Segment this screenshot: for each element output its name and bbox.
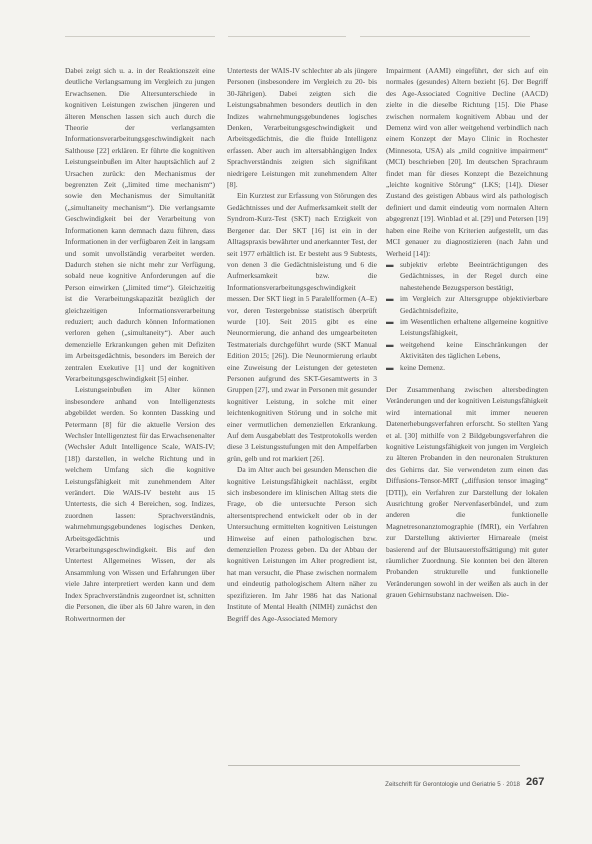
dash-bullet-icon: ▬ bbox=[386, 316, 394, 326]
paragraph: Untertests der WAIS-IV schlechter ab als jüngere Personen (insbesondere im Vergleich zu 20- bis 30-Jährigen). Dabei zeigten sich die Leistungsabnahmen besonders deutlich in den Indizes wahrnehmungsgebundenes logisches Denken, Verarbeitungsgeschwindigkeit und Arbeitsgedächtnis, die die fluide Intelligenz erfassen. Aber auch im altersabhängigen Index Sprachverständnis zeigten sich signifikant niedrigere Leistungen mit zunehmendem Alter [8]. bbox=[227, 66, 377, 190]
text-column-right bbox=[386, 65, 548, 783]
dash-bullet-icon: ▬ bbox=[386, 339, 394, 349]
paragraph: Dabei zeigt sich u. a. in der Reaktionszeit eine deutliche Verlangsamung im Vergleich zu jungen Erwachsenen. Die Altersunterschiede in kognitiven Leistungen zwischen jüngeren und älteren Menschen lassen sich auch durch die Theorie der verlangsamten Informationsverarbeitungsgeschwindigkeit nach Salthouse [22] erklären. Er führte die kognitiven Leistungseinbußen im Alter hauptsächlich auf 2 Ursachen zurück: den Mechanismus der begrenzten Zeit („limited time mechanism“) sowie den Mechanismus der Simultanität („simultaneity mechanism“). Die verlangsamte Geschwindigkeit bei der Verarbeitung von Informationen kann demnach dazu führen, dass Informationen in der verfügbaren Zeit in langsam und somit unvollständig verarbeitet werden. Dadurch stehen sie nicht mehr zur Verfügung, sobald neue kognitive Anforderungen auf die Person einwirken („limited time“). Gleichzeitig ist die Verarbeitungskapazität bezüglich der gleichzeitigen Informationsverarbeitung reduziert; auch dadurch können Informationen verloren gehen („simultaneity“). Aber auch demenzielle Erkrankungen gehen mit Defiziten im Arbeitsgedächtnis, besonders im Bereich der zentralen Exekutive [1] und der kognitiven Verarbeitungsgeschwindigkeit [5] einher. bbox=[65, 66, 215, 383]
list-item: ▬ im Vergleich zur Altersgruppe objektivierbare Gedächtnisdefizite, bbox=[386, 294, 548, 315]
dash-bullet-icon: ▬ bbox=[386, 259, 394, 269]
list-item: ▬ im Wesentlichen erhaltene allgemeine kognitive Leistungsfähigkeit, bbox=[386, 316, 548, 338]
paragraph: Der Zusammenhang zwischen altersbedingten Veränderungen und der kognitiven Leistungsfähigkeit wird international mit immer neueren Datenerhebungsverfahren erforscht. So stellten Yang et al. [30] mithilfe von 2 Bildgebungsverfahren die kognitive Leistungsfähigkeit von jungen im Vergleich zu älteren Probanden in den neuronalen Strukturen des Gehirns dar. Sie verwendeten zum einen das Diffusions-Tensor-MRT („diffusion tensor imaging“ [DTI]), ein Verfahren zur Darstellung der lokalen Ausrichtung großer Nervenfaserbündel, und zum anderen die funktionelle Magnetresonanztomographie (fMRI), ein Verfahren zur Darstellung aktivierter Hirnareale (meist basierend auf der Blutsauerstoffsättigung) mit guter räumlicher Zuordnung. Sie konnten bei den älteren Probanden strukturelle und funktionelle Veränderungen sowohl in der weißen als auch in der grauen Gehirnsubstanz nachweisen. Die- bbox=[386, 384, 548, 600]
header-rule bbox=[228, 36, 346, 37]
header-rule bbox=[360, 36, 530, 37]
footer-rule bbox=[228, 765, 520, 766]
journal-citation: Zeitschrift für Gerontologie und Geriatrie 5 · 2018 bbox=[385, 781, 520, 788]
paragraph: Impairment (AAMI) eingeführt, der sich auf ein normales (gesundes) Altern bezieht [6]. Der Begriff des Age-Associated Cognitive Decline (AACD) zielte in die dieselbe Richtung [15]. Die Phase zwischen normalem kognitivem Abbau und der Demenz wird von aller weitgehend verbindlich nach einem Konzept der Mayo Clinic in Rochester (Minnesota, USA) als „mild cognitive impairment“ (MCI) beschrieben [20]. Im deutschen Sprachraum findet man für dieses Konzept die Bezeichnung „leichte kognitive Störung“ (LKS; [14]). Dieser Zustand des geistigen Abbaus wird als pathologisch definiert und damit eindeutig vom normalen Altern abgegrenzt [19]. Winblad et al. [29] und Petersen [19] haben eine Reihe von Kriterien aufgestellt, um das MCI genauer zu diagnostizieren (nach Jahn und Werheid [14]): bbox=[386, 66, 548, 258]
text-column-left bbox=[65, 65, 215, 779]
list-item: ▬ subjektiv erlebte Beeinträchtigungen des Gedächtnisses, in der Regel durch eine nahestehende Bezugsperson bestätigt, bbox=[386, 259, 548, 292]
paragraph: Da im Alter auch bei gesunden Menschen die kognitive Leistungsfähigkeit nachlässt, ergibt sich insbesondere im klinischen Alltag stets die Frage, ob die untersuchte Person sich altersentsprechend entwickelt oder ob in der Untersuchung ermittelten kognitiven Leistungen Hinweise auf einen pathologischen bzw. demenziellen Prozess geben. Da der Abbau der kognitiven Leistungen im Alter progredient ist, hat man versucht, die Phase zwischen normalem und eindeutig pathologischem Altern näher zu spezifizieren. Im Jahr 1986 hat das National Institute of Mental Health (NIMH) zunächst den Begriff des Age-Associated Memory bbox=[227, 465, 377, 623]
list-item: ▬ keine Demenz. bbox=[386, 362, 445, 372]
text-column-middle bbox=[227, 65, 377, 783]
dash-bullet-icon: ▬ bbox=[386, 294, 394, 304]
criteria-list bbox=[386, 259, 548, 373]
list-item: ▬ weitgehend keine Einschränkungen der Aktivitäten des täglichen Lebens, bbox=[386, 339, 548, 361]
page-number: 267 bbox=[526, 776, 545, 788]
header-rule bbox=[65, 36, 215, 37]
paragraph: Leistungseinbußen im Alter können insbesondere anhand von Intelligenztests abgebildet werden. So konnten Dassking und Petermann [8] für die aktuelle Version des Wechsler Intelligenztest für das Erwachsenenalter (Wechsler Adult Intelligence Scale, WAIS-IV; [18]) darstellen, in welche Richtung und in welchem Umfang sich die kognitive Leistungsfähigkeit mit zunehmendem Alter verändert. Die WAIS-IV besteht aus 15 Untertests, die sich 4 Bereichen, sog. Indizes, zuordnen lassen: Sprachverständnis, wahrnehmungsgebundenes logisches Denken, Arbeitsgedächtnis und Verarbeitungsgeschwindigkeit. Bis auf den Untertest Allgemeines Wissen, der als Ansammlung von Wissen und Erfahrungen über viele Jahre interpretiert werden kann und dem Index Sprachverständnis zugeordnet ist, schnitten die Personen, die über als 60 Jahre waren, in den Rohwertnormen der bbox=[65, 385, 215, 623]
spacer bbox=[386, 373, 548, 384]
dash-bullet-icon: ▬ bbox=[386, 362, 394, 372]
paragraph: Ein Kurztest zur Erfassung von Störungen des Gedächtnisses und der Aufmerksamkeit stellt der Syndrom-Kurz-Test (SKT) nach Erzigkeit von Bergener dar. Der SKT [16] ist ein in der Alltagspraxis bewährter und anerkannter Test, der seit 1977 erhältlich ist. Er besteht aus 9 Subtests, von denen 3 die Gedächtnisleistung und 6 die Aufmerksamkeit bzw. die Informationsverarbeitungsgeschwindigkeit messen. Der SKT liegt in 5 Paralellformen (A–E) vor, deren Testergebnisse statistisch überprüft wurde [10]. Seit 2015 gibt es eine Neunormierung, die anhand des umgearbeiteten Testmaterials durchgeführt wurde (SKT Manual Edition 2015; [26]). Die Neunormierung erlaubt eine Zuweisung der Leistungen der getesteten Personen aufgrund des SKT-Gesamtwerts in 3 Gruppen [27], und zwar in Personen mit gesunder kognitiver Leistung, in solche mit einer leichtenkognitiven Störung und in solche mit einer vermutlichen demenziellen Erkrankung. Auf dem Ausgabeblatt des Testprotokolls werden diese 3 Leistungsstufungen mit den Ampelfarben grün, gelb und rot markiert [26]. bbox=[227, 191, 377, 463]
